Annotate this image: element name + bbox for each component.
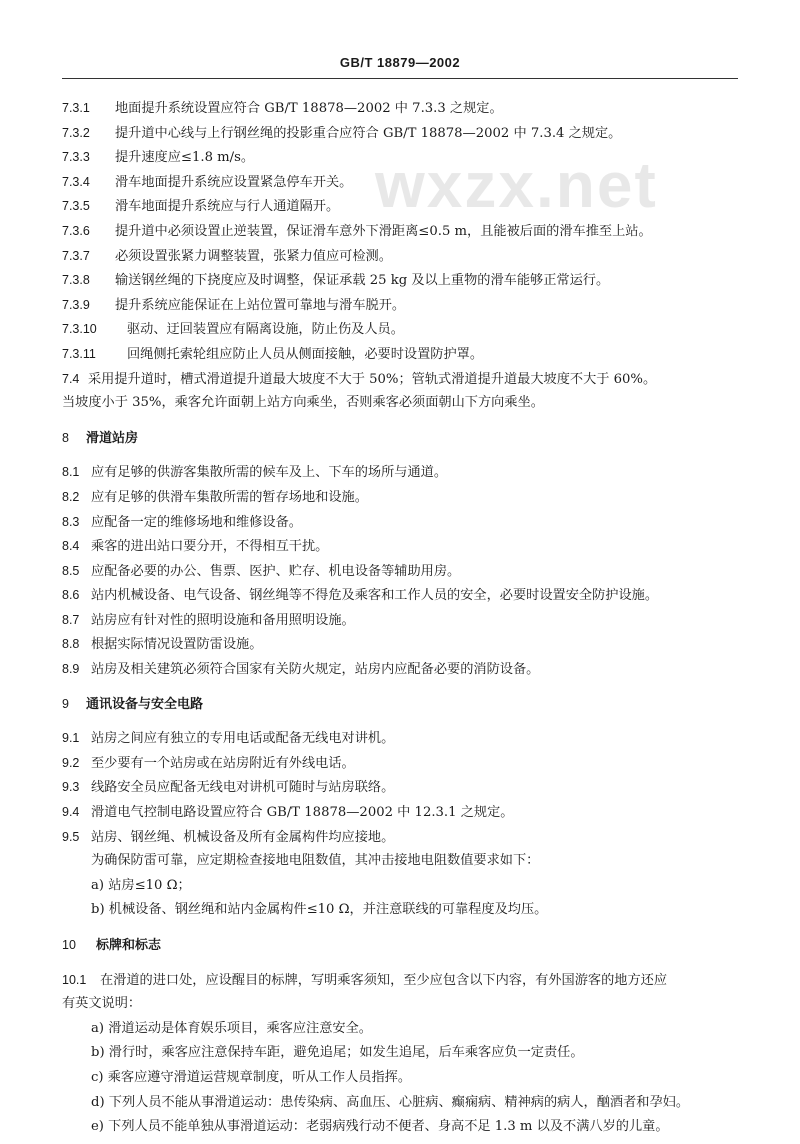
section-number: 10 [62, 938, 76, 952]
list-item: a) 滑道运动是体育娱乐项目，乘客应注意安全。 [91, 1020, 372, 1036]
clause-text: 回绳侧托索轮组应防止人员从侧面接触，必要时设置防护罩。 [127, 346, 484, 362]
clause-7-3-5 [62, 194, 742, 219]
clause-10-1-b [62, 1041, 742, 1066]
clause-number: 10.1 [62, 972, 87, 987]
header-rule [62, 78, 738, 79]
clause-9-5-b [62, 898, 742, 923]
clause-text: 滑道电气控制电路设置应符合 GB/T 18878—2002 中 12.3.1 之规定。 [91, 805, 514, 821]
clause-text: 站房应有针对性的照明设施和备用照明设施。 [91, 612, 355, 628]
clause-number: 7.3.9 [62, 297, 90, 312]
clause-number: 7.3.11 [62, 346, 96, 361]
clause-number: 9.3 [62, 780, 80, 795]
clause-number: 9.5 [62, 829, 80, 844]
section-heading-9 [62, 692, 742, 717]
list-item: c) 乘客应遵守滑道运营规章制度，听从工作人员指挥。 [91, 1069, 412, 1085]
clause-7-4-continued [62, 391, 742, 416]
section-number: 8 [62, 430, 69, 445]
section-heading-10 [62, 933, 742, 958]
clause-number: 8.8 [62, 637, 80, 652]
clause-10-1-d [62, 1091, 742, 1116]
clause-number: 7.3.3 [62, 150, 90, 165]
clause-number: 7.3.5 [62, 199, 90, 214]
clause-text: 滑车地面提升系统应与行人通道隔开。 [115, 199, 340, 215]
clause-8-3 [62, 510, 742, 535]
list-item: b) 滑行时，乘客应注意保持车距，避免追尾；如发生追尾，后车乘客应负一定责任。 [91, 1045, 584, 1061]
clause-9-1 [62, 726, 742, 751]
clause-7-3-4 [62, 170, 742, 195]
clause-text: 应有足够的供滑车集散所需的暂存场地和设施。 [91, 489, 368, 505]
clause-9-3 [62, 775, 742, 800]
clause-text: 采用提升道时，槽式滑道提升道最大坡度不大于 50%；管轨式滑道提升道最大坡度不大于 60%。 [88, 371, 657, 387]
clause-7-3-6 [62, 219, 742, 244]
clause-text: 在滑道的进口处，应设醒目的标牌，写明乘客须知，至少应包含以下内容，有外国游客的地方还应 [100, 972, 668, 988]
clause-10-1-continued [62, 992, 742, 1017]
clause-text: 站房及相关建筑必须符合国家有关防火规定，站房内应配备必要的消防设备。 [91, 662, 540, 678]
clause-text: 输送钢丝绳的下挠度应及时调整，保证承载 25 kg 及以上重物的滑车能够正常运行。 [115, 273, 610, 289]
section-title: 通讯设备与安全电路 [86, 696, 204, 712]
clause-number: 8.9 [62, 662, 80, 677]
clause-number: 7.3.8 [62, 273, 90, 288]
clause-number: 9.1 [62, 731, 80, 746]
clause-number: 8.5 [62, 563, 80, 578]
clause-text: 乘客的进出站口要分开，不得相互干扰。 [91, 539, 329, 555]
clause-10-1 [62, 968, 742, 993]
clause-text: 地面提升系统设置应符合 GB/T 18878—2002 中 7.3.3 之规定。 [115, 101, 503, 116]
clause-number: 8.4 [62, 539, 80, 554]
clause-8-6 [62, 583, 742, 608]
clause-7-3-1 [62, 96, 742, 121]
clause-number: 7.3.6 [62, 223, 90, 238]
clause-9-2 [62, 751, 742, 776]
clause-7-3-8 [62, 268, 742, 293]
clause-number: 7.3.7 [62, 248, 90, 263]
clause-text: 驱动、迂回装置应有隔离设施，防止伤及人员。 [127, 322, 404, 338]
clause-text: 必须设置张紧力调整装置，张紧力值应可检测。 [115, 248, 392, 264]
clause-text: 至少要有一个站房或在站房附近有外线电话。 [91, 755, 355, 771]
clause-number: 7.3.10 [62, 322, 97, 337]
clause-text: 提升道中必须设置止逆装置，保证滑车意外下滑距离≤0.5 m，且能被后面的滑车推至上站。 [115, 223, 652, 239]
clause-text: 当坡度小于 35%，乘客允许面朝上站方向乘坐，否则乘客必须面朝山下方向乘坐。 [62, 395, 544, 411]
clause-7-3-3 [62, 145, 742, 170]
clause-text: 应配备必要的办公、售票、医护、贮存、机电设备等辅助用房。 [91, 563, 461, 579]
clause-number: 9.4 [62, 805, 80, 820]
clause-8-1 [62, 460, 742, 485]
clause-text: 提升速度应≤1.8 m/s。 [115, 150, 255, 166]
list-item: b) 机械设备、钢丝绳和站内金属构件≤10 Ω，并注意联线的可靠程度及均压。 [91, 902, 548, 918]
clause-text: 站房、钢丝绳、机械设备及所有金属构件均应接地。 [91, 829, 395, 845]
clause-9-5-a [62, 874, 742, 899]
clause-7-3-7 [62, 244, 742, 269]
clause-text: 提升道中心线与上行钢丝绳的投影重合应符合 GB/T 18878—2002 中 7.3.4 之规定。 [115, 125, 622, 141]
watermark: wxzx.net [375, 149, 658, 221]
clause-text: 根据实际情况设置防雷设施。 [91, 637, 263, 653]
clause-number: 7.3.1 [62, 101, 90, 115]
clause-9-5-note [62, 849, 742, 874]
clause-text: 应配备一定的维修场地和维修设备。 [91, 514, 302, 530]
clause-8-4 [62, 534, 742, 559]
clause-8-5 [62, 559, 742, 584]
clause-text: 线路安全员应配备无线电对讲机可随时与站房联络。 [91, 780, 395, 796]
clause-number: 8.2 [62, 489, 80, 504]
clause-text: 站内机械设备、电气设备、钢丝绳等不得危及乘客和工作人员的安全，必要时设置安全防护设施。 [91, 588, 659, 604]
clause-8-2 [62, 485, 742, 510]
clause-7-3-11 [62, 342, 742, 367]
section-heading-8 [62, 426, 742, 451]
clause-text: 为确保防雷可靠，应定期检查接地电阻数值，其冲击接地电阻数值要求如下： [91, 853, 540, 869]
clause-number: 8.1 [62, 465, 80, 480]
section-number: 9 [62, 696, 69, 711]
clause-text: 提升系统应能保证在上站位置可靠地与滑车脱开。 [115, 297, 406, 313]
clause-8-9 [62, 657, 742, 682]
clause-number: 7.3.2 [62, 125, 90, 140]
clause-text: 站房之间应有独立的专用电话或配备无线电对讲机。 [91, 731, 395, 747]
clause-number: 8.7 [62, 612, 80, 627]
clause-text: 应有足够的供游客集散所需的候车及上、下车的场所与通道。 [91, 465, 448, 481]
page-header-code: GB/T 18879—2002 [339, 55, 461, 70]
clause-number: 8.3 [62, 514, 80, 529]
list-item: a) 站房≤10 Ω； [91, 877, 191, 893]
clause-10-1-c [62, 1066, 742, 1091]
clause-10-1-e [62, 1115, 742, 1140]
document-body [62, 96, 742, 1140]
clause-number: 7.4 [62, 371, 80, 386]
clause-7-3-2 [62, 121, 742, 146]
clause-text: 滑车地面提升系统应设置紧急停车开关。 [115, 174, 353, 190]
clause-number: 8.6 [62, 588, 80, 603]
clause-9-5 [62, 825, 742, 850]
clause-7-4 [62, 367, 742, 392]
clause-10-1-a [62, 1017, 742, 1042]
section-title: 标牌和标志 [96, 938, 162, 953]
clause-number: 9.2 [62, 755, 80, 770]
list-item: e) 下列人员不能单独从事滑道运动：老弱病残行动不便者、身高不足 1.3 m 以及不满八岁的儿童。 [91, 1119, 669, 1135]
list-item: d) 下列人员不能从事滑道运动：患传染病、高血压、心脏病、癫痫病、精神病的病人，酗酒者和孕妇。 [91, 1094, 690, 1110]
clause-7-3-9 [62, 293, 742, 318]
clause-7-3-10 [62, 317, 742, 342]
clause-8-8 [62, 632, 742, 657]
clause-number: 7.3.4 [62, 174, 90, 189]
section-title: 滑道站房 [86, 430, 139, 446]
clause-text: 有英文说明： [62, 996, 142, 1012]
clause-8-7 [62, 608, 742, 633]
clause-9-4 [62, 800, 742, 825]
